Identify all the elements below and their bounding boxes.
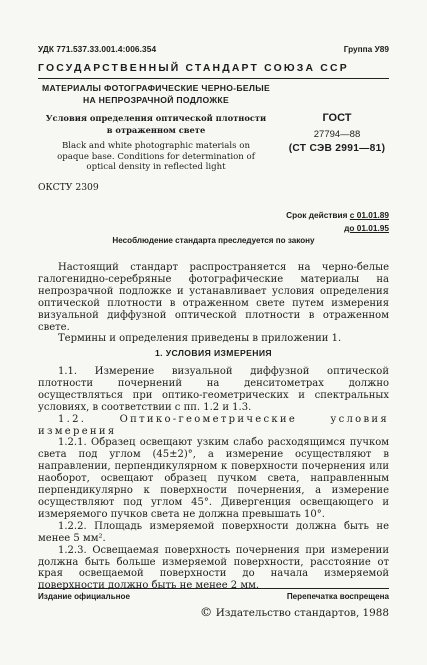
copyright-text: Издательство стандартов, 1988 [215,607,389,619]
gost-number: 27794—88 [313,129,361,140]
copyright-icon: © [199,604,213,619]
validity-from: с 01.01.89 [349,210,389,220]
cmea-standard-number: (СТ СЭВ 2991—81) [288,143,386,154]
subtitle-russian [38,112,274,136]
reprint-notice: Перепечатка воспрещена [286,592,389,601]
gost-label: ГОСТ [322,112,352,124]
gost-designation [278,112,396,154]
state-standard-title: ГОСУДАРСТВЕННЫЙ СТАНДАРТ СОЮЗА ССР [38,63,349,74]
title-en-line: Black and white photographic materials on [61,141,251,151]
validity-label: Срок действия [286,210,348,220]
clause-1-2: 1.2. Оптико-геометрические условия измерения [38,413,389,437]
udk-code: УДК 771.537.33.001.4:006.354 [38,44,157,54]
title-line: МАТЕРИАЛЫ ФОТОГРАФИЧЕСКИЕ ЧЕРНО-БЕЛЫЕ [41,83,270,93]
standard-title-block [38,82,274,173]
header-row [38,44,389,56]
validity-to: до 01.01.95 [344,223,389,233]
clause-1-1: 1.1. Измерение визуальной диффузной оптической плотности почернений на денситометрах должно осуществляться при оптико-геометрических и спектральных условиях, в соответствии с пп. 1.2 и 1.3. [38,366,389,413]
section-heading: 1. УСЛОВИЯ ИЗМЕРЕНИЯ [154,348,273,358]
intro-text [38,262,389,345]
section-body [38,366,389,592]
title-en-line: optical density in reflected light [86,162,226,172]
nonobservance-notice: Несоблюдение стандарта преследуется по закону [112,236,315,245]
official-edition-label: Издание официальное [38,592,130,601]
intro-paragraph: Настоящий стандарт распространяется на черно-белые галогенидно-серебряные фотографические материалы на непрозрачной подложке и устанавливает условия определения оптической плотности в отраженном свете путем измерения визуальной диффузной оптической плотности в отраженном свете. [38,262,389,333]
subtitle-line: в отраженном свете [106,125,206,135]
clause-1-2-1: 1.2.1. Образец освещают узким слабо расходящимся пучком света под углом (45±2)°, а измерение осуществляют в направлении, перпендикулярном к поверхности почернения или наоборот, освещают образец пучком света, направленным перпендикулярно к поверхности почернения, а измерение осуществляют под углом 45°. Дивергенция освещающего и измеряемого пучков света не должна превышать 10°. [38,437,389,520]
intro-paragraph: Термины и определения приведены в приложении 1. [58,333,342,345]
footer-divider [38,588,389,589]
copyright-line [200,604,389,619]
footer-row [38,592,389,604]
title-line: НА НЕПРОЗРАЧНОЙ ПОДЛОЖКЕ [82,95,230,105]
title-russian [38,82,274,106]
subtitle-line: Условия определения оптической плотности [45,113,267,123]
title-english [38,141,274,173]
clause-1-2-3: 1.2.3. Освещаемая поверхность почернения при измерении должна быть больше измеряемой поверхности, расстояние от края освещаемой поверхности до начала измеряемой поверхности должно быть не менее 2 мм. [38,544,389,592]
clause-1-2-2: 1.2.2. Площадь измеряемой поверхности должна быть не менее 5 мм². [38,520,389,544]
validity-period [189,210,389,233]
title-en-line: opaque base. Conditions for determination of [57,151,255,162]
header-divider [38,78,389,79]
okstu-code: ОКСТУ 2309 [38,182,99,193]
group-code: Группа У89 [343,44,389,54]
